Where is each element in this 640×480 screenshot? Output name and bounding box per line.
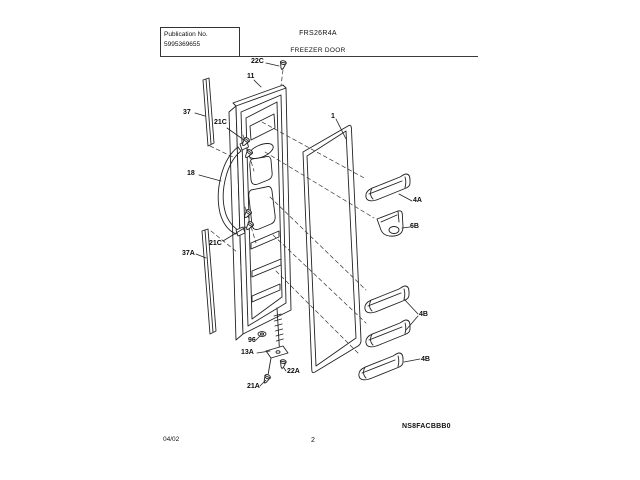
part-label-1: 1 — [331, 113, 335, 120]
door-bin-4b-3 — [359, 353, 403, 380]
part-label-4b-upper: 4B — [419, 311, 428, 318]
part-label-13a: 13A — [241, 349, 254, 356]
part-label-6b: 6B — [410, 223, 419, 230]
handle-trim-upper — [203, 78, 214, 146]
footer-date: 04/02 — [163, 436, 180, 443]
part-label-21c-bottom: 21C — [209, 240, 222, 247]
part-label-21c-top: 21C — [214, 119, 227, 126]
publication-number: 5995369655 — [164, 40, 201, 48]
model-number: FRS26R4A — [299, 30, 337, 37]
door-bins — [359, 174, 410, 380]
grommet-96 — [258, 332, 266, 337]
door-bin-4a — [366, 174, 410, 201]
freezer-door-panel — [229, 85, 291, 340]
part-label-4b-lower: 4B — [421, 356, 430, 363]
part-label-22a: 22A — [287, 368, 300, 375]
footer-diagram-code: NS8FACBBB0 — [402, 423, 451, 430]
part-label-11: 11 — [247, 73, 255, 80]
part-label-18: 18 — [187, 170, 195, 177]
hinge-bracket-13a — [266, 346, 288, 358]
door-bin-4b-1 — [365, 286, 409, 313]
part-label-21a: 21A — [247, 383, 260, 390]
part-label-96: 96 — [248, 337, 256, 344]
part-label-4a: 4A — [413, 197, 422, 204]
publication-label: Publication No. — [164, 31, 208, 38]
part-label-22c: 22C — [251, 58, 264, 65]
footer-page-number: 2 — [311, 437, 315, 444]
part-label-37a: 37A — [182, 250, 195, 257]
door-gasket — [303, 125, 361, 372]
ice-cream-shelf-6b — [377, 211, 403, 236]
door-bin-4b-2 — [366, 320, 410, 347]
part-label-37: 37 — [183, 109, 191, 116]
section-title: FREEZER DOOR — [290, 47, 346, 54]
screw-22a — [279, 359, 286, 369]
top-hinge-screw — [279, 60, 287, 70]
